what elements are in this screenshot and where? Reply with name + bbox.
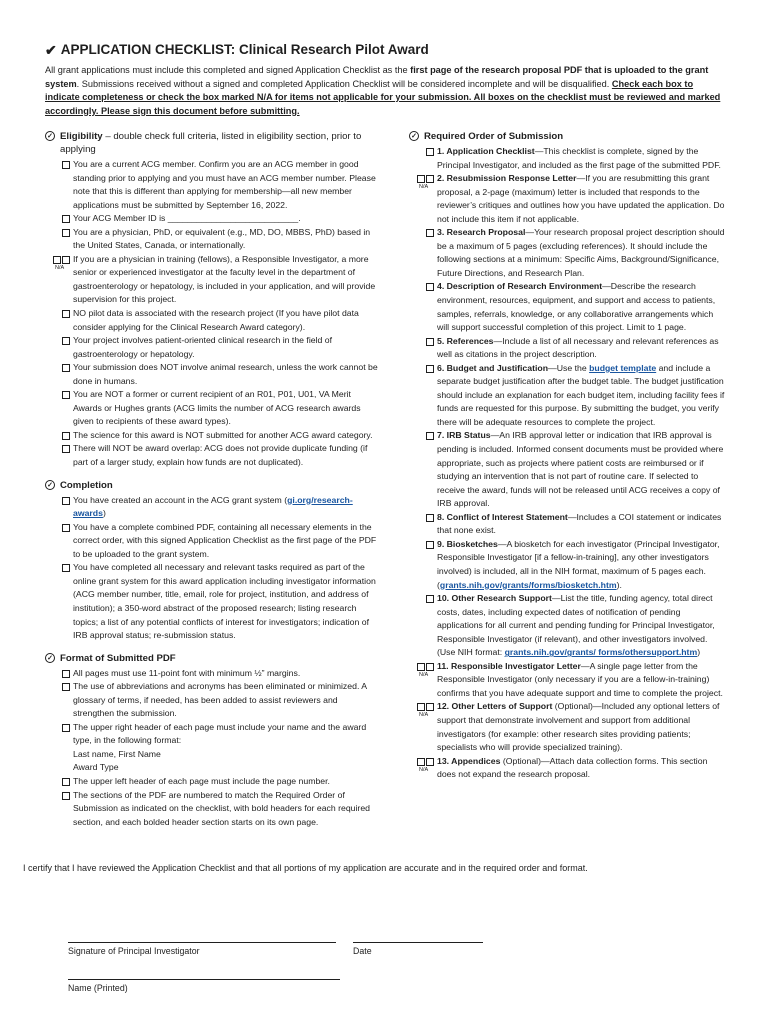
- checkbox[interactable]: [426, 148, 434, 156]
- na-label: N/A: [55, 264, 65, 271]
- page-title-text: APPLICATION CHECKLIST: Clinical Research Pilot Award: [60, 42, 429, 57]
- checkbox[interactable]: [62, 524, 70, 532]
- eligibility-list: [45, 158, 379, 470]
- checkbox[interactable]: [62, 683, 70, 691]
- checkbox-group: [45, 158, 73, 212]
- format-title: Format of Submitted PDF: [60, 652, 176, 664]
- item-heading: 1. Application Checklist: [437, 146, 535, 156]
- list-item: [45, 721, 379, 775]
- list-item: [409, 429, 727, 510]
- item-text: NO pilot data is associated with the research project (If you have pilot data consider applying for the Clinical Research Award category).: [73, 308, 359, 332]
- na-label: N/A: [419, 184, 429, 191]
- item-text-part: You have created an account in the ACG grant system (: [73, 494, 288, 505]
- order-heading: [409, 130, 727, 143]
- checkbox[interactable]: [62, 778, 70, 786]
- list-item: [409, 145, 727, 172]
- list-item: [409, 362, 727, 430]
- na-checkbox[interactable]: [53, 256, 61, 264]
- item-text: [437, 280, 727, 334]
- printed-name-line[interactable]: [68, 979, 340, 980]
- item-text: The sections of the PDF are numbered to match the Required Order of Submission as indicated on the checklist, with bold headers for each required section, and each bolded header section starts on its own page.: [73, 789, 370, 827]
- list-item: [45, 253, 379, 307]
- checkbox-group: [45, 789, 73, 830]
- checkbox[interactable]: [62, 391, 70, 399]
- item-text: Your submission does NOT involve animal research, unless the work cannot be done in humans.: [73, 362, 378, 386]
- list-item: [409, 660, 727, 701]
- checkbox-group: [409, 145, 437, 172]
- checkbox[interactable]: [426, 595, 434, 603]
- item-heading: 7. IRB Status: [437, 430, 491, 441]
- signature-label: Signature of Principal Investigator: [68, 946, 200, 956]
- list-item: [45, 158, 379, 212]
- intro-text: All grant applications must include this completed and signed Application Checklist as the: [45, 65, 411, 75]
- item-heading: 12. Other Letters of Support: [437, 701, 553, 712]
- list-item: [45, 334, 379, 361]
- item-heading: 6. Budget and Justification: [437, 362, 549, 373]
- eligibility-subtitle: – double check full criteria, listed in eligibility section, prior to applying: [60, 131, 362, 155]
- item-text: [437, 700, 727, 754]
- item-heading: 2. Resubmission Response Letter: [437, 173, 577, 184]
- item-text: Your ACG Member ID is ___________________________.: [73, 213, 301, 224]
- list-item: [409, 538, 727, 592]
- list-item: [45, 521, 379, 562]
- checklist-page: [45, 42, 727, 827]
- item-description: —Includes a COI statement or indicates that none exist.: [437, 511, 722, 536]
- checkbox[interactable]: [426, 175, 434, 183]
- checkbox-group: [409, 429, 437, 510]
- item-text: You have a complete combined PDF, containing all necessary elements in the correct order, with this signed Application Checklist as the first page of the PDF to be uploaded to the grant system.: [73, 521, 377, 559]
- checkbox-group: [45, 212, 73, 226]
- item-description-end: ): [697, 647, 701, 658]
- item-heading: 4. Description of Research Environment: [437, 281, 603, 292]
- format-list: [45, 667, 379, 830]
- checkbox-group: [45, 429, 73, 443]
- left-column: [45, 130, 379, 838]
- checkbox-group: [45, 334, 73, 361]
- item-description: —A biosketch for each investigator (Principal Investigator, Responsible Investigator [if a fellow-in-training], any other investigators involved) is included, all in the NIH format, maximum of 5 pages each. (: [437, 538, 720, 590]
- item-text: The use of abbreviations and acronyms has been eliminated or minimized. A glossary of terms, if needed, has been added to assist reviewers and strengthen the submission.: [73, 681, 367, 719]
- checkbox-group: [409, 362, 437, 430]
- item-description: —An IRB approval letter or indication that IRB approval is pending is included. Informed consent documents must be provided where appropriate, such as projects where patient costs are reimbursed or if studying an intervention that is not part of routine care. If selected to receive the award, funds will not be released until ACG receives a copy of IRB approval.: [437, 430, 724, 509]
- item-description: —Your research proposal project description should be a maximum of 5 pages (excluding references). It should include the following sections at a minimum: Specific Aims, Background/Significance, Future Directions, and Research Plan.: [437, 227, 725, 278]
- list-item: [409, 755, 727, 782]
- item-description-end: and include a separate budget justification after the budget table. The budget justification should include an explanation for each budget item, including facility fees if funds are requested for this purpose. By submitting the budget, you verify there will be adequate resources to complete the project.: [437, 362, 725, 427]
- item-text-end: ): [102, 508, 106, 519]
- circle-check-icon: ✓: [45, 653, 55, 663]
- list-item: [45, 388, 379, 429]
- item-text: [437, 429, 727, 510]
- list-item: [45, 494, 379, 521]
- date-line[interactable]: [353, 942, 483, 943]
- checkbox-group: [45, 307, 73, 334]
- item-text: [437, 362, 727, 430]
- intro-instructions: Check each box to indicate completeness or check the box marked N/A for items not applicable for your submission. All boxes on the checklist must be reviewed and marked accordingly. Please sign this document before submitting.: [45, 78, 721, 116]
- list-item: [45, 561, 379, 642]
- item-description: —List the title, funding agency, total direct costs, dates, including expected dates of notification of pending applications for all current and pending funding for Principal Investigator, Responsible Investigator (if relevant), and other investigators involved. (Use NIH format:: [437, 593, 715, 658]
- checkbox-group: [409, 755, 437, 782]
- checkbox[interactable]: [426, 541, 434, 549]
- list-item: [409, 511, 727, 538]
- na-checkbox[interactable]: [417, 663, 425, 671]
- page-title: [45, 42, 727, 58]
- checkbox-group: [45, 253, 73, 307]
- checkbox-group: [45, 721, 73, 775]
- item-text: [437, 335, 727, 362]
- checklist-columns: [45, 130, 727, 838]
- checkbox[interactable]: [62, 364, 70, 372]
- item-text: [437, 755, 727, 782]
- item-text: You are NOT a former or current recipient of an R01, P01, U01, VA Merit Awards or Hughes grants (ACG limits the number of ACG research awards given to recipients of these award types).: [73, 389, 361, 427]
- completion-title: Completion: [60, 479, 113, 491]
- list-item: [409, 226, 727, 280]
- item-text: [437, 538, 727, 592]
- checkbox[interactable]: [62, 310, 70, 318]
- checkbox[interactable]: [62, 337, 70, 345]
- list-item: [45, 307, 379, 334]
- item-description: (Optional)—Attach data collection forms. This section does not expand the research proposal.: [437, 755, 708, 780]
- eligibility-title: Eligibility: [60, 131, 103, 142]
- checkbox[interactable]: [426, 338, 434, 346]
- item-description: —Include a list of all necessary and relevant references as well as citations in the project description.: [437, 335, 719, 360]
- list-item: [45, 680, 379, 721]
- item-text: Your project involves patient-oriented clinical research in the field of gastroenterology or hepatology.: [73, 335, 332, 359]
- order-section: [409, 130, 727, 782]
- list-item: [409, 592, 727, 660]
- checkbox[interactable]: [62, 161, 70, 169]
- right-column: [409, 130, 727, 838]
- checkbox[interactable]: [62, 445, 70, 453]
- checkbox[interactable]: [426, 514, 434, 522]
- checkbox[interactable]: [62, 256, 70, 264]
- list-item: [45, 667, 379, 681]
- list-item: [45, 361, 379, 388]
- item-description: —A single page letter from the Responsible Investigator (only necessary if you are a fellow-in-training) confirms that you have adequate support and time to complete the project.: [437, 660, 723, 698]
- checkbox-group: [409, 280, 437, 334]
- format-section: [45, 652, 379, 830]
- circle-check-icon: ✓: [409, 131, 419, 141]
- item-heading: 5. References: [437, 335, 494, 346]
- intro-text-2: . Submissions received without a signed and completed Application Checklist will be considered incomplete and will be disqualified.: [76, 78, 612, 89]
- checkbox-group: [45, 521, 73, 562]
- checkbox-group: [409, 700, 437, 754]
- checkbox[interactable]: [62, 432, 70, 440]
- checkbox-group: [45, 494, 73, 521]
- item-text: All pages must use 11-point font with minimum ½” margins.: [73, 667, 301, 678]
- list-item: [45, 789, 379, 830]
- item-description: —If you are resubmitting this grant proposal, a 2-page (maximum) letter is included that responds to the reviewer’s critiques and outlines how you have updated the application. Do not include this item if not applicable.: [437, 173, 725, 224]
- checkbox-group: [45, 561, 73, 642]
- item-text: You are a current ACG member. Confirm you are an ACG member in good standing prior to applying and you must have an ACG member number. Please note that this is different than applying for membership—all new member applications must be submitted by September 16, 2022.: [73, 159, 376, 210]
- item-text: If you are a physician in training (fellows), a Responsible Investigator, a more senior or experienced investigator at the faculty level in the department of gastroenterology or hepatology, is included in your application, and will provide supervision for this project.: [73, 253, 376, 305]
- item-text: [437, 592, 727, 660]
- checkbox-group: [409, 660, 437, 701]
- item-heading: 3. Research Proposal: [437, 227, 526, 238]
- item-heading: 11. Responsible Investigator Letter: [437, 660, 581, 671]
- completion-list: [45, 521, 379, 643]
- item-heading: 8. Conflict of Interest Statement: [437, 511, 568, 522]
- checkbox[interactable]: [62, 792, 70, 800]
- item-text: The science for this award is NOT submitted for another ACG award category.: [73, 429, 373, 440]
- item-description-end: ).: [616, 579, 622, 590]
- eligibility-section: [45, 130, 379, 470]
- checkbox-group: [45, 226, 73, 253]
- list-item: [45, 212, 379, 226]
- item-text: [437, 172, 727, 226]
- checkbox-group: [45, 388, 73, 429]
- item-heading: 9. Biosketches: [437, 538, 498, 549]
- item-text: The upper right header of each page must include your name and the award type, in the following format: Last name, First Name Award Type: [73, 721, 367, 773]
- item-text: You have completed all necessary and relevant tasks required as part of the online grant system for this award application including investigator information (ACG member number, title, email, role for project, institution, and address of institution); a 350-word abstract of the proposed research; listing research topics; a list of any potential conflicts of interest for investigators; indication of IRB approval status; re-submission status.: [73, 562, 376, 641]
- checkbox[interactable]: [426, 758, 434, 766]
- signature-line[interactable]: [68, 942, 336, 943]
- list-item: [409, 335, 727, 362]
- checkbox[interactable]: [426, 432, 434, 440]
- checkbox[interactable]: [62, 229, 70, 237]
- printed-name-label: Name (Printed): [68, 983, 128, 993]
- checkbox[interactable]: [62, 670, 70, 678]
- list-item: [409, 700, 727, 754]
- item-description: —This checklist is complete, signed by the Principal Investigator, and included as the first page of the submitted PDF.: [437, 146, 721, 170]
- circle-check-icon: ✓: [45, 131, 55, 141]
- checkbox[interactable]: [426, 229, 434, 237]
- intro-paragraph: [45, 64, 727, 118]
- checkbox-group: [409, 172, 437, 226]
- list-item: [409, 172, 727, 226]
- item-heading: 13. Appendices: [437, 755, 501, 766]
- checkbox-group: [409, 538, 437, 592]
- na-label: N/A: [419, 712, 429, 719]
- item-text: [437, 226, 727, 280]
- item-description: (Optional)—Included any optional letters of support that demonstrate involvement and support from additional investigators (for example: other research sites providing patients; specialists who will provide specialized training).: [437, 701, 720, 753]
- list-item: [45, 775, 379, 789]
- item-text: [73, 494, 379, 521]
- item-text: There will NOT be award overlap: ACG does not provide duplicate funding (if part of a larger study, explain how funds are not duplicated).: [73, 443, 368, 468]
- na-checkbox[interactable]: [417, 703, 425, 711]
- checkbox[interactable]: [426, 283, 434, 291]
- research-awards-link[interactable]: gi.org/research-awards: [73, 494, 353, 519]
- eligibility-heading: [45, 130, 379, 156]
- na-checkbox[interactable]: [417, 758, 425, 766]
- intro-bold: first page of the research proposal PDF that is uploaded to the grant system: [45, 65, 709, 89]
- order-list: [409, 145, 727, 782]
- format-heading: [45, 652, 379, 665]
- checkmark-icon: ✔: [45, 42, 57, 58]
- checkbox-group: [45, 442, 73, 469]
- completion-section: [45, 479, 379, 643]
- completion-heading: [45, 479, 379, 492]
- item-description: —Use the: [548, 362, 590, 373]
- certification-statement: I certify that I have reviewed the Application Checklist and that all portions of my application are accurate and in the required order and format.: [23, 863, 588, 873]
- date-label: Date: [353, 946, 372, 956]
- item-text: [437, 660, 727, 701]
- item-link[interactable]: budget template: [589, 362, 657, 373]
- checkbox-group: [45, 680, 73, 721]
- item-text: You are a physician, PhD, or equivalent (e.g., MD, DO, MBBS, PhD) based in the United States, Canada, or internationally.: [73, 226, 371, 251]
- item-heading: 10. Other Research Support: [437, 593, 552, 604]
- checkbox-group: [45, 667, 73, 681]
- list-item: [409, 280, 727, 334]
- checkbox[interactable]: [426, 365, 434, 373]
- checkbox[interactable]: [62, 724, 70, 732]
- item-text: [437, 145, 727, 172]
- checkbox[interactable]: [426, 663, 434, 671]
- checkbox-group: [409, 511, 437, 538]
- checkbox-group: [409, 592, 437, 660]
- checkbox[interactable]: [62, 497, 70, 505]
- checkbox-group: [45, 361, 73, 388]
- item-text: The upper left header of each page must include the page number.: [73, 775, 330, 786]
- list-item: [45, 442, 379, 469]
- checkbox[interactable]: [62, 215, 70, 223]
- checkbox-group: [409, 226, 437, 280]
- item-link[interactable]: grants.nih.gov/grants/ forms/othersupport.htm: [504, 647, 698, 658]
- item-text: [437, 511, 727, 538]
- checkbox[interactable]: [62, 564, 70, 572]
- checkbox-group: [45, 775, 73, 789]
- checkbox-group: [409, 335, 437, 362]
- na-label: N/A: [419, 671, 429, 678]
- list-item: [45, 429, 379, 443]
- na-checkbox[interactable]: [417, 175, 425, 183]
- item-link[interactable]: grants.nih.gov/grants/forms/biosketch.htm: [439, 579, 617, 590]
- checkbox[interactable]: [426, 703, 434, 711]
- na-label: N/A: [419, 766, 429, 773]
- order-title: Required Order of Submission: [424, 131, 564, 142]
- circle-check-icon: ✓: [45, 480, 55, 490]
- item-description: —Describe the research environment, resources, equipment, and support and access to patients, samples, referrals, knowledge, or any collaborative arrangements which will support successful completion of this project. Limit to 1 page.: [437, 281, 716, 333]
- list-item: [45, 226, 379, 253]
